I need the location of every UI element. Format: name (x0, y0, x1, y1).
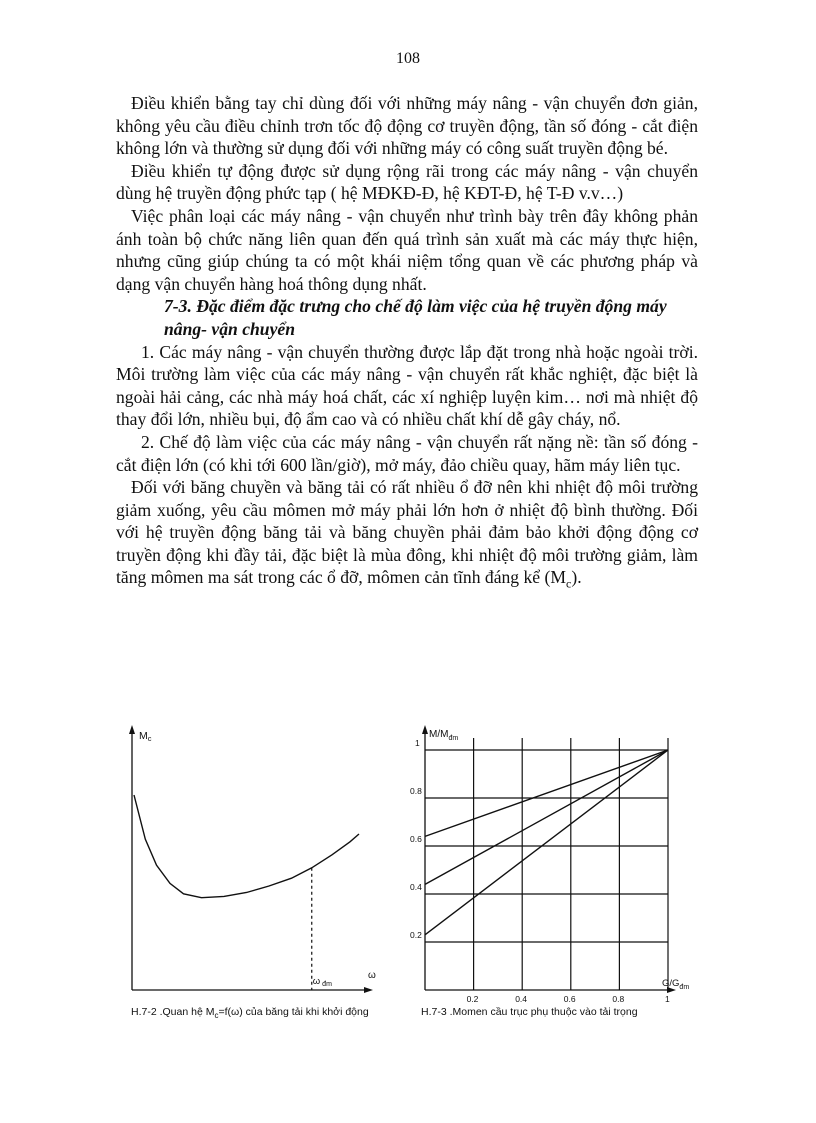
figure-h7-2 (124, 722, 374, 1002)
paragraph-conveyor (116, 476, 698, 595)
fig1-x-arrow (364, 987, 373, 993)
paragraph-conveyor-end: ). (571, 567, 582, 588)
fig1-curve (134, 795, 359, 898)
figure-h7-3-caption: H.7-3 .Momen cầu trục phụ thuộc vào tải trọng (421, 1006, 638, 1018)
fig2-series-line1 (425, 750, 668, 836)
fig1-xlabel: ω (368, 970, 376, 981)
paragraph-manual-control: Điều khiển bằng tay chỉ dùng đối với những máy nâng - vận chuyển đơn giản, không yêu cầu điều chỉnh trơn tốc độ động cơ truyền động, tần số đóng - cắt điện không lớn và thường sử dụng đối với những máy có công suất truyền động bé. (116, 93, 698, 159)
section-heading: 7-3. Đặc điểm đặc trưng cho chế độ làm việc của hệ truyền động máy nâng- vận chuyển (164, 296, 667, 339)
paragraph-automatic-control: Điều khiển tự động được sử dụng rộng rãi trong các máy nâng - vận chuyển dùng hệ truyền động phức tạp ( hệ MĐKĐ-Đ, hệ KĐT-Đ, hệ T-Đ v.v…) (116, 160, 698, 204)
figure-h7-2-caption: H.7-2 .Quan hệ $M_c=f(\omega)$ của băng tải khi khởi động (131, 1006, 369, 1021)
fig2-x-tick-label: 1 (665, 994, 670, 1004)
page-number: 108 (396, 50, 420, 67)
figure-h7-2-plot (124, 722, 374, 1002)
fig2-y-arrow (422, 725, 428, 734)
fig2-y-tick-label: 0.4 (410, 882, 422, 892)
fig2-y-tick-label: 0.6 (410, 834, 422, 844)
fig2-series-line2 (425, 750, 668, 884)
fig2-y-tick-label: 1 (415, 738, 420, 748)
fig2-x-tick-label: 0.8 (612, 994, 625, 1004)
figure-h7-3 (405, 722, 705, 1006)
fig1-ylabel: Mc (139, 730, 152, 743)
figure-h7-3-plot (405, 722, 705, 1006)
mc-subscript: c (566, 576, 572, 591)
fig2-x-tick-label: 0.2 (466, 994, 479, 1004)
body-text (116, 92, 698, 596)
paragraph-classification: Việc phân loại các máy nâng - vận chuyển như trình bày trên đây không phản ánh toàn bộ chức năng liên quan đến quá trình sản xuất mà các máy thực hiện, nhưng cũng giúp chúng ta có một khái niệm tổng quan về các phương pháp và dạng vận chuyển hàng hoá thông dụng nhất. (116, 205, 698, 294)
fig2-lines (425, 750, 668, 935)
fig2-series-line3 (425, 750, 668, 935)
fig2-x-tick-label: 0.4 (515, 994, 528, 1004)
fig2-y-tick-label: 0.2 (410, 930, 422, 940)
paragraph-operating-mode: 2. Chế độ làm việc của các máy nâng - vận chuyển rất nặng nề: tần số đóng - cắt điện lớn (có khi tới 600 lần/giờ), mở máy, đảo chiều quay, hãm máy liên tục. (116, 431, 698, 475)
paragraph-environment: 1. Các máy nâng - vận chuyển thường được lắp đặt trong nhà hoặc ngoài trời. Môi trường làm việc của các máy nâng - vận chuyển rất khắc nghiệt, đặc biệt là ngoài hải cảng, các nhà máy hoá chất, các xí nghiệp luyện kim… nơi mà nhiệt độ thay đổi lớn, nhiều bụi, độ ẩm cao và có nhiều chất khí dễ gây cháy, nổ. (116, 341, 698, 430)
fig2-ylabel: $M/M_{đm}$ (429, 729, 459, 742)
paragraph-conveyor-text: Đối với băng chuyền và băng tải có rất nhiều ổ đỡ nên khi nhiệt độ môi trường giảm xuống, yêu cầu mômen mở máy phải lớn hơn ở nhiệt độ bình thường. Đối với hệ truyền động băng tải và băng chuyền phải đảm bảo khởi động động cơ truyền động khi đầy tải, đặc biệt là mùa đông, khi nhiệt độ môi trường giảm, làm tăng mômen ma sát trong các ổ đỡ, mômen cản tĩnh đáng kể (M (116, 477, 698, 588)
fig1-y-arrow (129, 725, 135, 734)
fig2-y-tick-label: 0.8 (410, 786, 422, 796)
fig2-x-tick-label: 0.6 (563, 994, 576, 1004)
fig1-marker-label: ω $_{đm}$ (312, 976, 332, 988)
fig2-xlabel: $G/G_{đm}$ (662, 978, 690, 991)
